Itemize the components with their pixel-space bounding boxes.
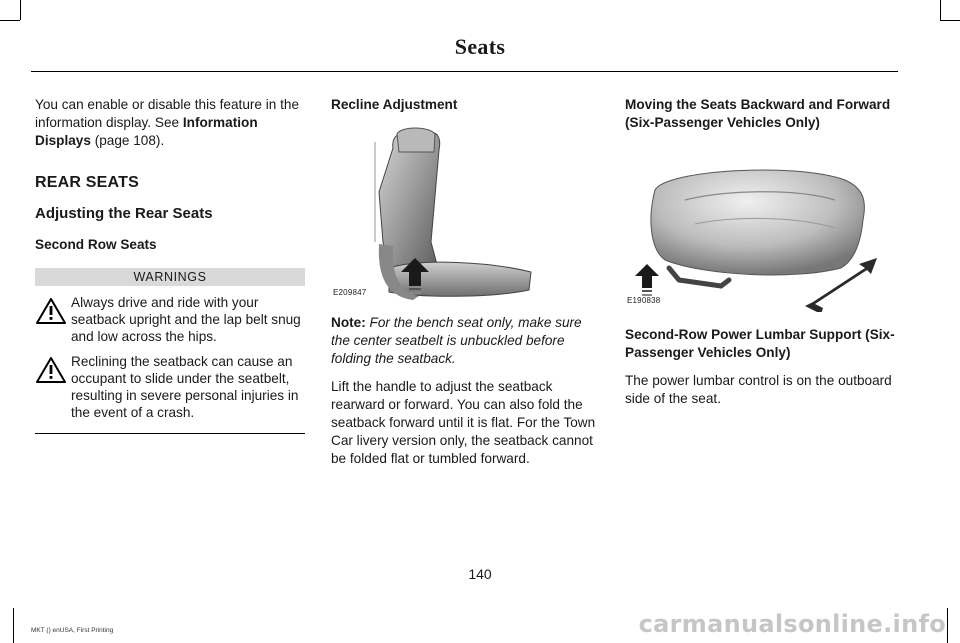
subsection-heading: Adjusting the Rear Seats <box>35 205 213 222</box>
recline-heading: Recline Adjustment <box>331 97 458 112</box>
crop-mark <box>947 608 948 643</box>
warnings-end-rule <box>35 433 305 434</box>
lumbar-heading: Second-Row Power Lumbar Support (Six-Passenger Vehicles Only) <box>625 327 895 360</box>
warning-item <box>35 353 305 421</box>
section-heading: REAR SEATS <box>35 174 139 191</box>
crop-mark <box>0 20 20 21</box>
header-rule <box>31 71 898 72</box>
crop-mark <box>13 608 14 643</box>
crop-mark <box>940 20 960 21</box>
print-info: MKT () enUSA, First Printing <box>31 627 114 634</box>
move-seats-figure <box>625 140 895 312</box>
warning-text: Reclining the seatback can cause an occupant to slide under the seatbelt, resulting in severe personal injuries in the event of a crash. <box>71 354 299 420</box>
warning-triangle-icon <box>35 297 67 325</box>
right-column <box>625 96 897 408</box>
figure-id: E209847 <box>333 288 367 297</box>
note-label: Note: <box>331 315 366 330</box>
cushion <box>651 170 864 275</box>
note-paragraph <box>331 314 603 368</box>
warning-triangle-icon <box>35 356 67 384</box>
page-number: 140 <box>468 566 492 582</box>
note-text: For the bench seat only, make sure the center seatbelt is unbuckled before folding the seatback. <box>331 315 582 366</box>
info-displays-link[interactable]: Information Displays <box>35 115 258 148</box>
recline-figure <box>331 122 541 304</box>
watermark: carmanualsonline.info <box>638 610 946 638</box>
left-column <box>35 96 305 434</box>
warnings-header: WARNINGS <box>35 268 305 286</box>
middle-column <box>331 96 603 468</box>
cushion-illustration <box>625 140 895 312</box>
intro-paragraph: You can enable or disable this feature in the information display. See Information Displays (page 108). <box>35 97 300 148</box>
crop-mark <box>20 0 21 20</box>
crop-mark <box>940 0 941 20</box>
body-paragraph: Lift the handle to adjust the seatback rearward or forward. You can also fold the seatback forward until it is flat. For the Town Car livery version only, the seatback cannot be folded flat or tumbled forward. <box>331 379 596 466</box>
page-title: Seats <box>454 34 506 59</box>
seat-illustration <box>331 122 541 304</box>
move-seats-heading: Moving the Seats Backward and Forward (Six-Passenger Vehicles Only) <box>625 97 891 130</box>
headrest <box>397 128 435 152</box>
warning-text: Always drive and ride with your seatback upright and the lap belt snug and low across the hips. <box>71 295 301 344</box>
figure-id: E190838 <box>627 296 661 305</box>
warning-item <box>35 294 305 345</box>
minor-heading: Second Row Seats <box>35 237 157 252</box>
lumbar-paragraph: The power lumbar control is on the outboard side of the seat. <box>625 373 892 406</box>
